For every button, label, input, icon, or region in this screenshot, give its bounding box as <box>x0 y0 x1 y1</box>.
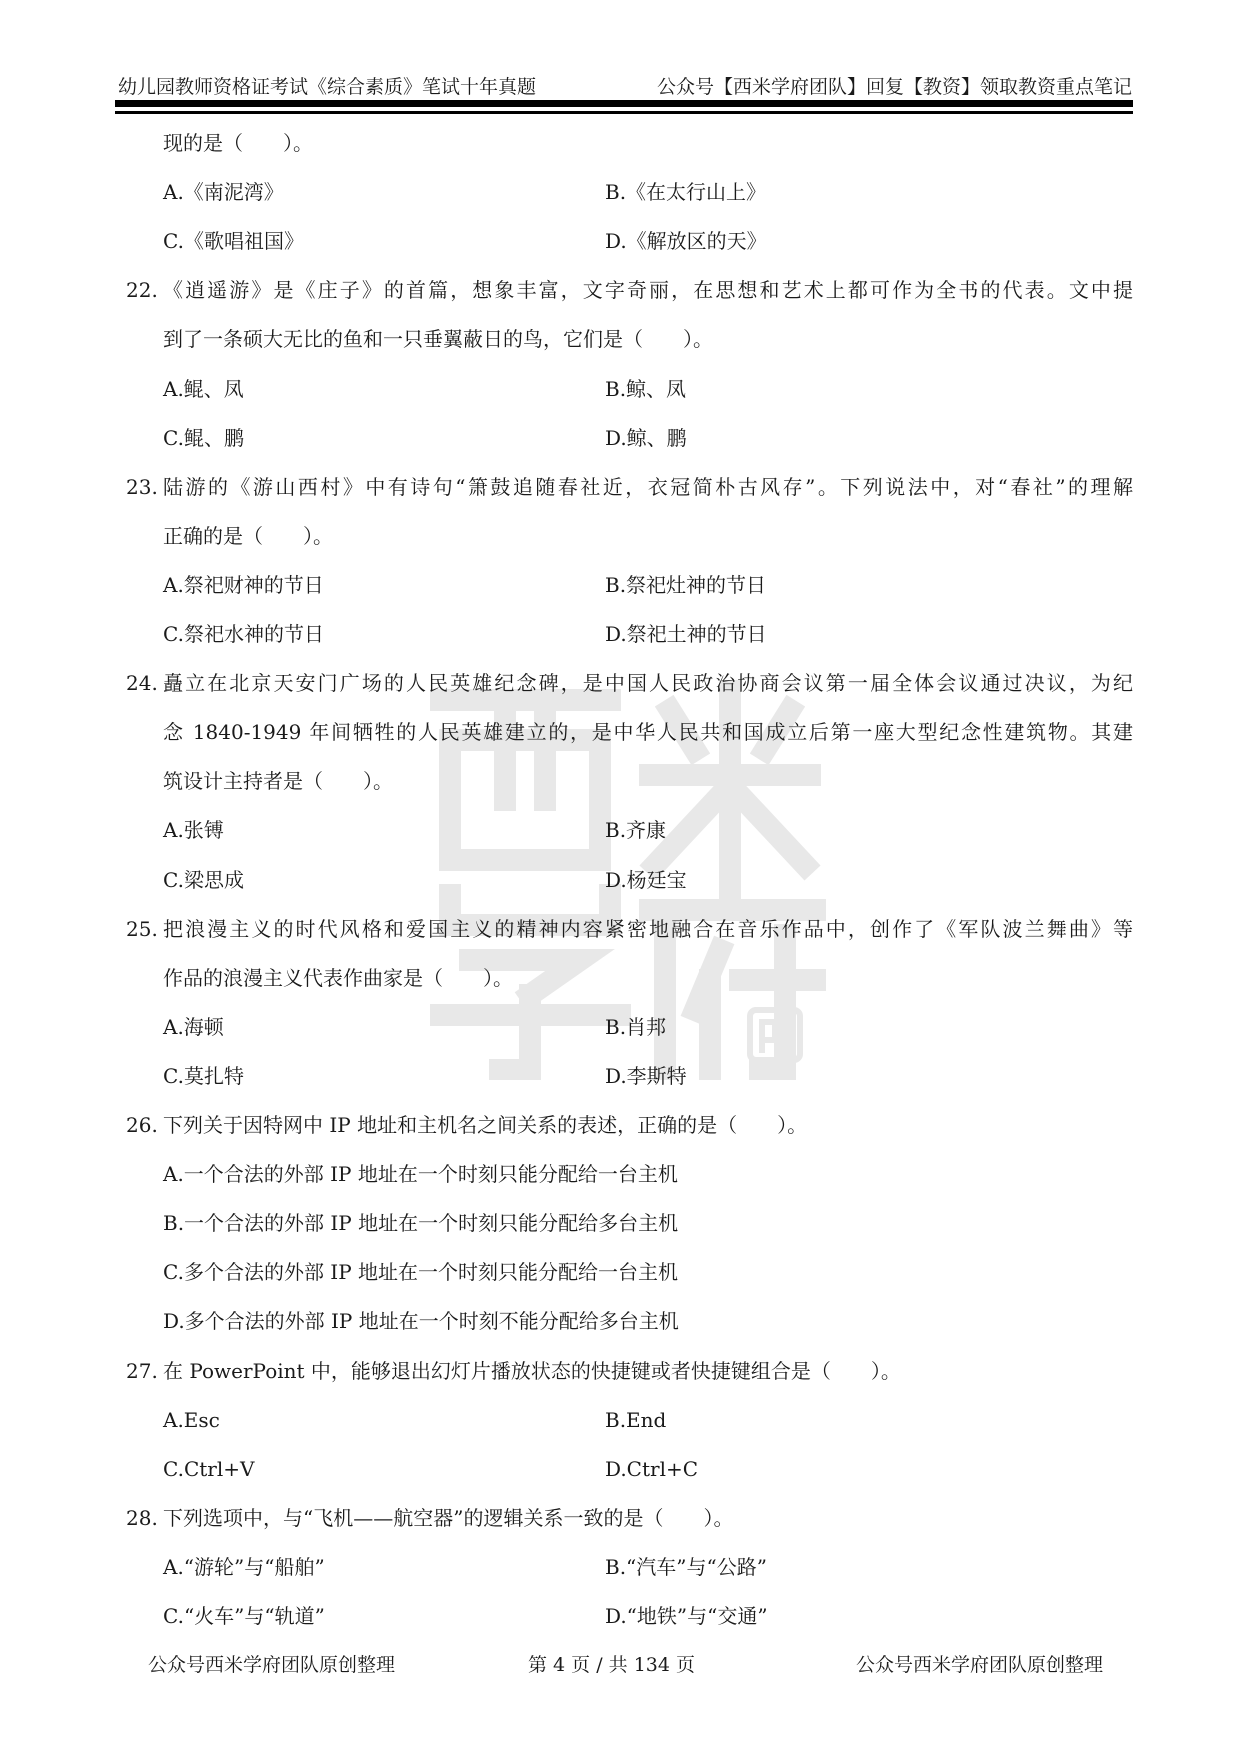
answer-option: A.张镈 <box>163 818 224 843</box>
answer-option: C.祭祀水神的节日 <box>163 622 324 646</box>
answer-option: B.《在太行山上》 <box>605 180 767 205</box>
question-stem: 下列关于因特网中 IP 地址和主机名之间关系的表述，正确的是（ ）。 <box>163 1113 808 1137</box>
header-promo: 公众号【西米学府团队】回复【教资】领取教资重点笔记 <box>656 76 1132 98</box>
answer-option: C.鲲、鹏 <box>163 425 244 450</box>
header-title: 幼儿园教师资格证考试《综合素质》笔试十年真题 <box>118 76 537 98</box>
footer-right: 公众号西米学府团队原创整理 <box>856 1654 1104 1676</box>
answer-option: B.肖邦 <box>605 1014 667 1039</box>
answer-option: C.莫扎特 <box>163 1063 244 1088</box>
question-number: 27. <box>126 1358 158 1383</box>
answer-option: D.《解放区的天》 <box>605 229 767 254</box>
question-stem: 《逍遥游》是《庄子》的首篇，想象丰富，文字奇丽，在思想和艺术上都可作为全书的代表。文中提 <box>163 278 1133 303</box>
answer-option: D.李斯特 <box>605 1063 687 1088</box>
answer-option: C.多个合法的外部 IP 地址在一个时刻只能分配给一台主机 <box>163 1260 679 1285</box>
question-stem: 在 PowerPoint 中，能够退出幻灯片播放状态的快捷键或者快捷键组合是（ ）。 <box>163 1358 901 1383</box>
answer-option: B.鲸、凤 <box>605 376 687 401</box>
question-number: 23. <box>126 474 158 499</box>
question-stem: 正确的是（ ）。 <box>163 523 333 548</box>
answer-option: A.“游轮”与“船舶” <box>163 1554 325 1579</box>
footer-left: 公众号西米学府团队原创整理 <box>148 1654 396 1676</box>
question-stem: 把浪漫主义的时代风格和爱国主义的精神内容紧密地融合在音乐作品中，创作了《军队波兰舞曲》等 <box>163 916 1133 941</box>
answer-option: B.End <box>605 1407 667 1432</box>
answer-option: D.多个合法的外部 IP 地址在一个时刻不能分配给多台主机 <box>163 1309 679 1334</box>
answer-option: D.祭祀土神的节日 <box>605 622 767 646</box>
question-stem: 陆游的《游山西村》中有诗句“箫鼓追随春社近，衣冠简朴古风存”。下列说法中，对“春社”的理解 <box>163 474 1133 499</box>
question-stem: 念 1840-1949 年间牺牲的人民英雄建立的，是中华人民共和国成立后第一座大型纪念性建筑物。其建 <box>163 720 1133 745</box>
question-number: 22. <box>126 278 158 303</box>
answer-option: C.Ctrl+V <box>163 1456 255 1481</box>
answer-option: C.梁思成 <box>163 867 244 892</box>
question-stem: 作品的浪漫主义代表作曲家是（ ）。 <box>163 965 513 990</box>
answer-option: C.《歌唱祖国》 <box>163 229 304 254</box>
answer-option: C.“火车”与“轨道” <box>163 1604 325 1628</box>
answer-option: B.齐康 <box>605 818 667 843</box>
page-number: 第 4 页 / 共 134 页 <box>528 1654 695 1676</box>
answer-option: A.祭祀财神的节日 <box>163 572 324 597</box>
question-stem: 筑设计主持者是（ ）。 <box>163 769 393 794</box>
answer-option: B.“汽车”与“公路” <box>605 1554 767 1579</box>
answer-option: B.祭祀灶神的节日 <box>605 572 767 597</box>
answer-option: D.“地铁”与“交通” <box>605 1604 768 1628</box>
question-stem: 到了一条硕大无比的鱼和一只垂翼蔽日的鸟，它们是（ ）。 <box>163 327 713 352</box>
question-stem-continuation: 现的是（ ）。 <box>163 131 313 155</box>
question-stem: 矗立在北京天安门广场的人民英雄纪念碑，是中国人民政治协商会议第一届全体会议通过决议，为纪 <box>163 671 1133 696</box>
answer-option: A.鲲、凤 <box>163 376 244 401</box>
question-number: 24. <box>126 671 158 696</box>
answer-option: D.Ctrl+C <box>605 1456 699 1481</box>
question-number: 26. <box>126 1113 158 1137</box>
question-stem: 下列选项中，与“飞机——航空器”的逻辑关系一致的是（ ）。 <box>163 1505 734 1530</box>
answer-option: D.杨廷宝 <box>605 867 687 892</box>
answer-option: B.一个合法的外部 IP 地址在一个时刻只能分配给多台主机 <box>163 1211 679 1236</box>
answer-option: A.海顿 <box>163 1014 224 1039</box>
question-number: 28. <box>126 1505 158 1530</box>
question-number: 25. <box>126 916 158 941</box>
answer-option: D.鲸、鹏 <box>605 425 687 450</box>
answer-option: A.Esc <box>163 1407 220 1432</box>
answer-option: A.一个合法的外部 IP 地址在一个时刻只能分配给一台主机 <box>163 1162 678 1187</box>
answer-option: A.《南泥湾》 <box>163 180 284 205</box>
